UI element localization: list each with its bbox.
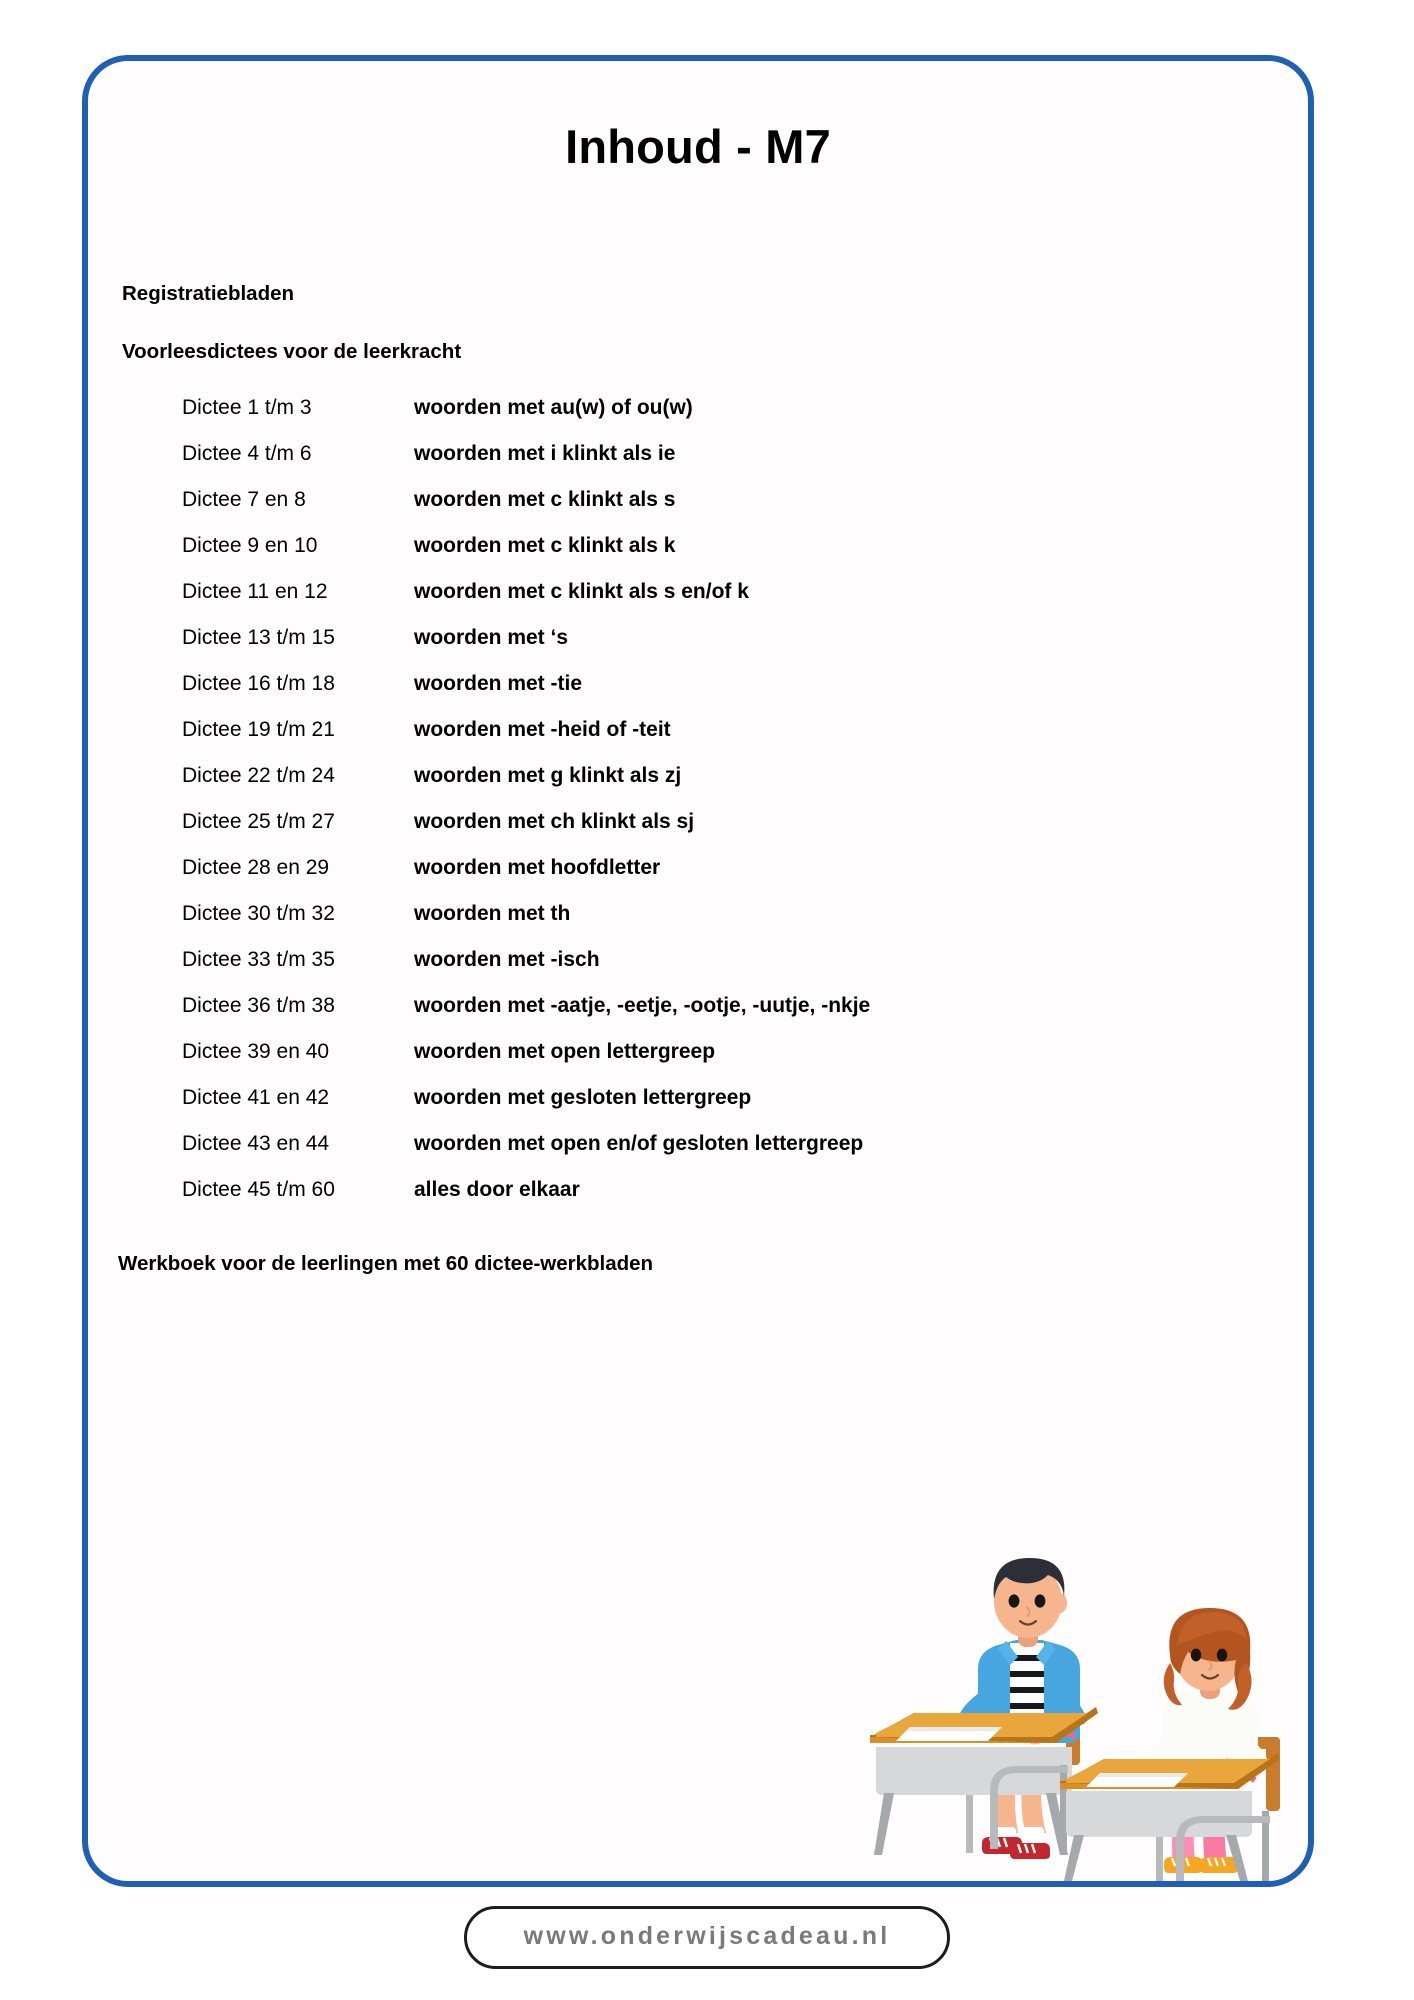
- dictation-label: Dictee 36 t/m 38: [182, 994, 335, 1017]
- dictation-label: Dictee 43 en 44: [182, 1132, 330, 1155]
- list-item: [182, 856, 1308, 902]
- dictation-label: Dictee 13 t/m 15: [182, 626, 335, 649]
- dictation-description: alles door elkaar: [414, 1178, 580, 1201]
- page-title: Inhoud - M7: [565, 120, 831, 173]
- dictation-label: Dictee 16 t/m 18: [182, 672, 335, 695]
- list-item: [182, 626, 1308, 672]
- dictation-label: Dictee 30 t/m 32: [182, 902, 335, 925]
- dictation-description: woorden met au(w) of ou(w): [414, 396, 693, 419]
- section-heading-voorleesdictees: Voorleesdictees voor de leerkracht: [122, 340, 462, 363]
- dictation-description: woorden met ch klinkt als sj: [414, 810, 695, 833]
- footer: [0, 1906, 1414, 1969]
- dictation-label: Dictee 9 en 10: [182, 534, 318, 557]
- dictation-description: woorden met -isch: [414, 948, 600, 971]
- dictation-label: Dictee 39 en 40: [182, 1040, 330, 1063]
- list-item: [182, 718, 1308, 764]
- dictation-label: Dictee 22 t/m 24: [182, 764, 335, 787]
- dictation-description: woorden met open en/of gesloten lettergreep: [414, 1132, 864, 1155]
- dictation-label: Dictee 25 t/m 27: [182, 810, 335, 833]
- dictation-description: woorden met -heid of -teit: [414, 718, 671, 741]
- section-heading-registratiebladen: Registratiebladen: [122, 282, 295, 305]
- dictation-description: woorden met c klinkt als s: [414, 488, 676, 511]
- list-item: [182, 580, 1308, 626]
- dictation-label: Dictee 4 t/m 6: [182, 442, 312, 465]
- list-item: [182, 994, 1308, 1040]
- dictation-description: woorden met -aatje, -eetje, -ootje, -uutje, -nkje: [414, 994, 871, 1017]
- website-url-text: www.onderwijscadeau.nl: [523, 1922, 891, 1950]
- dictation-description: woorden met c klinkt als s en/of k: [414, 580, 749, 603]
- dictation-description: woorden met ‘s: [414, 626, 569, 649]
- list-item: [182, 764, 1308, 810]
- list-item: [182, 810, 1308, 856]
- dictation-label: Dictee 19 t/m 21: [182, 718, 335, 741]
- dictation-label: Dictee 33 t/m 35: [182, 948, 335, 971]
- list-item: [182, 488, 1308, 534]
- list-item: [182, 534, 1308, 580]
- website-url-pill[interactable]: [464, 1906, 950, 1969]
- list-item: [182, 396, 1308, 442]
- dictation-description: woorden met hoofdletter: [414, 856, 661, 879]
- dictation-description: woorden met c klinkt als k: [414, 534, 676, 557]
- section-heading-werkboek: Werkboek voor de leerlingen met 60 dictee-werkbladen: [118, 1252, 654, 1275]
- dictation-description: woorden met open lettergreep: [414, 1040, 716, 1063]
- dictation-description: woorden met gesloten lettergreep: [414, 1086, 752, 1109]
- two-pupils-at-desks-illustration: [870, 1551, 1290, 1881]
- dictation-label: Dictee 1 t/m 3: [182, 396, 312, 419]
- list-item: [182, 902, 1308, 948]
- dictation-label: Dictee 11 en 12: [182, 580, 328, 603]
- content-page-card: [82, 55, 1314, 1887]
- dictation-label: Dictee 41 en 42: [182, 1086, 330, 1109]
- list-item: [182, 1086, 1308, 1132]
- dictation-description: woorden met th: [414, 902, 571, 925]
- dictation-label: Dictee 45 t/m 60: [182, 1178, 335, 1201]
- dictation-description: woorden met g klinkt als zj: [414, 764, 682, 787]
- dictation-description: woorden met -tie: [414, 672, 583, 695]
- dictation-label: Dictee 7 en 8: [182, 488, 306, 511]
- dictation-description: woorden met i klinkt als ie: [414, 442, 676, 465]
- list-item: [182, 1040, 1308, 1086]
- list-item: [182, 948, 1308, 994]
- list-item: [182, 1178, 1308, 1224]
- list-item: [182, 442, 1308, 488]
- dictation-list: [88, 396, 1308, 1224]
- list-item: [182, 672, 1308, 718]
- list-item: [182, 1132, 1308, 1178]
- dictation-label: Dictee 28 en 29: [182, 856, 330, 879]
